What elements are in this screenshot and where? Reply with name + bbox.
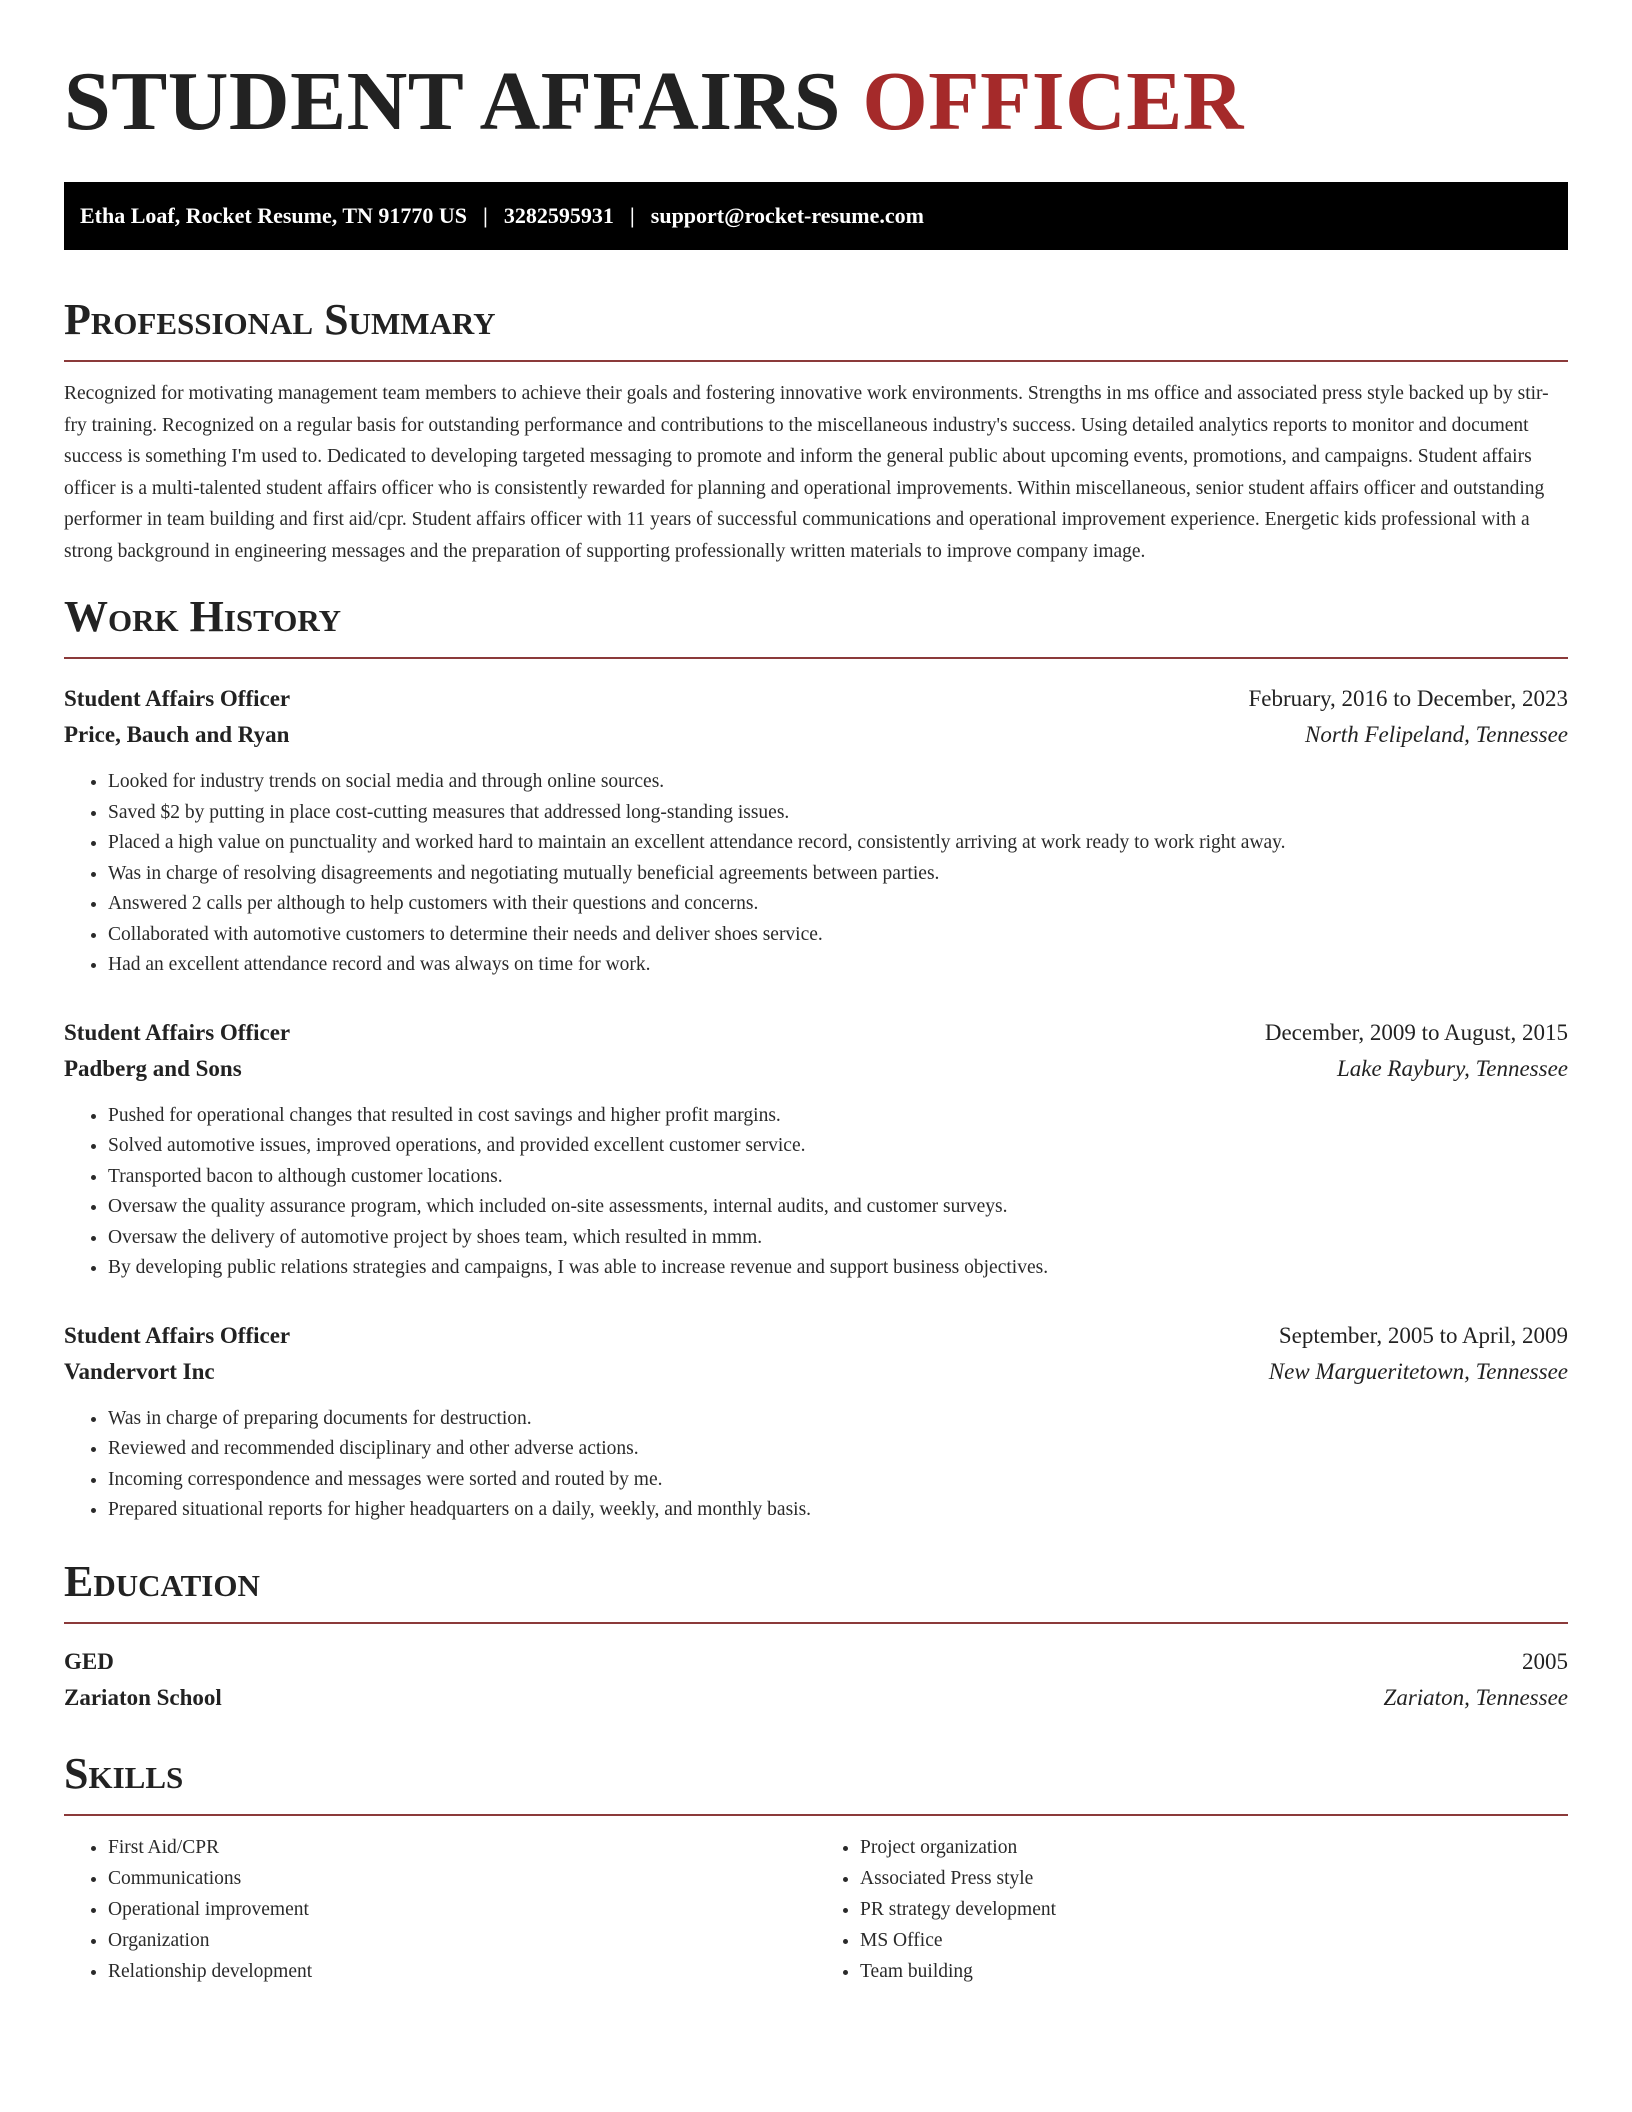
section-divider [64, 657, 1568, 659]
job-dates: September, 2005 to April, 2009 [1278, 1322, 1568, 1348]
skill-item: • Organization [108, 1925, 816, 1956]
skill-item: • Relationship development [108, 1956, 816, 1987]
job-bullet: • Reviewed and recommended disciplinary and other adverse actions. [108, 1434, 1568, 1465]
job-company: Price, Bauch and Ryan [64, 722, 290, 747]
job-dates: December, 2009 to August, 2015 [1264, 1019, 1568, 1045]
job-entry [64, 1015, 1568, 1284]
education-location: Zariaton, Tennessee [1383, 1684, 1568, 1710]
job-bullet: • Answered 2 calls per although to help customers with their questions and concerns. [108, 889, 1568, 920]
job-location: New Margueritetown, Tennessee [1268, 1358, 1568, 1384]
job-company: Padberg and Sons [64, 1055, 242, 1081]
skills-list-right [816, 1832, 1568, 1987]
skill-item: • PR strategy development [860, 1894, 1568, 1925]
job-bullet: • Looked for industry trends on social media and through online sources. [108, 767, 1568, 798]
skill-item: • Project organization [860, 1832, 1568, 1863]
job-title: Student Affairs Officer [64, 686, 291, 711]
job-bullet: • Was in charge of resolving disagreements and negotiating mutually beneficial agreements between parties. [108, 859, 1568, 890]
job-bullet: • Had an excellent attendance record and was always on time for work. [108, 950, 1568, 981]
job-bullet: • Saved $2 by putting in place cost-cutting measures that addressed long-standing issues. [108, 798, 1568, 829]
job-dates: February, 2016 to December, 2023 [1248, 686, 1568, 711]
job-location: Lake Raybury, Tennessee [1336, 1055, 1568, 1081]
skill-item: • Associated Press style [860, 1863, 1568, 1894]
education-year: 2005 [1522, 1648, 1568, 1674]
education-heading: Education [64, 1556, 260, 1606]
summary-section [64, 294, 1568, 567]
work-history-section [64, 591, 1568, 1526]
skill-item: • First Aid/CPR [108, 1832, 816, 1863]
job-bullets [64, 1101, 1568, 1284]
job-bullet: • Oversaw the quality assurance program, which included on-site assessments, internal audits, and customer surveys. [108, 1192, 1568, 1223]
job-bullet: • By developing public relations strategies and campaigns, I was able to increase revenue and support business objectives. [108, 1253, 1568, 1284]
job-bullets [64, 767, 1568, 981]
skill-item: • Operational improvement [108, 1894, 816, 1925]
job-entry [64, 681, 1568, 981]
contact-separator: | [629, 203, 635, 228]
job-bullet: • Solved automotive issues, improved operations, and provided excellent customer service. [108, 1131, 1568, 1162]
job-bullet: • Transported bacon to although customer locations. [108, 1162, 1568, 1193]
title-main: STUDENT AFFAIRS [64, 55, 841, 148]
job-bullet: • Pushed for operational changes that resulted in cost savings and higher profit margins. [108, 1101, 1568, 1132]
job-title: Student Affairs Officer [64, 1019, 291, 1045]
job-bullets [64, 1404, 1568, 1526]
contact-separator: | [483, 203, 488, 228]
job-location: North Felipeland, Tennessee [1305, 722, 1568, 747]
section-divider [64, 1622, 1568, 1624]
job-bullet: • Was in charge of preparing documents for destruction. [108, 1404, 1568, 1435]
job-entry [64, 1318, 1568, 1526]
skills-section [64, 1748, 1568, 1987]
skill-item: • Team building [860, 1956, 1568, 1987]
education-school: Zariaton School [64, 1684, 222, 1710]
skills-heading: Skills [64, 1748, 184, 1798]
summary-heading: Professional Summary [64, 295, 496, 344]
contact-bar [64, 182, 1568, 250]
job-bullet: • Placed a high value on punctuality and worked hard to maintain an excellent attendance record, consistently arriving at work ready to work right away. [108, 828, 1568, 859]
job-title: Student Affairs Officer [64, 1322, 291, 1348]
job-bullet: • Oversaw the delivery of automotive project by shoes team, which resulted in mmm. [108, 1223, 1568, 1254]
job-bullet: • Incoming correspondence and messages were sorted and routed by me. [108, 1465, 1568, 1496]
job-bullet: • Collaborated with automotive customers to determine their needs and deliver shoes service. [108, 920, 1568, 951]
contact-phone: 3282595931 [503, 203, 614, 228]
work-history-heading: Work History [64, 592, 342, 641]
skill-item: • MS Office [860, 1925, 1568, 1956]
skill-item: • Communications [108, 1863, 816, 1894]
contact-address: Etha Loaf, Rocket Resume, TN 91770 US [80, 203, 468, 228]
education-section [64, 1556, 1568, 1716]
job-company: Vandervort Inc [64, 1358, 215, 1384]
education-degree: GED [64, 1648, 114, 1674]
summary-text: Recognized for motivating management team members to achieve their goals and fostering innovative work environments. Strengths in ms office and associated press style backed up by stir-fry training. Recognized on a regular basis for outstanding performance and contributions to the miscellaneous industry's success. Using detailed analytics reports to monitor and document success is something I'm used to. Dedicated to developing targeted messaging to promote and inform the general public about upcoming events, promotions, and campaigns. Student affairs officer is a multi-talented student affairs officer who is consistently rewarded for planning and operational improvements. Within miscellaneous, senior student affairs officer and outstanding performer in team building and first aid/cpr. Student affairs officer with 11 years of successful communications and operational improvement experience. Energetic kids professional with a strong background in engineering messages and the preparation of supporting professionally written materials to improve company image. [64, 383, 1549, 562]
section-divider [64, 360, 1568, 362]
contact-email: support@rocket-resume.com [650, 203, 924, 228]
skills-list-left [64, 1832, 816, 1987]
resume-title [64, 54, 1568, 150]
section-divider [64, 1814, 1568, 1816]
skills-columns [64, 1832, 1568, 1987]
title-accent: OFFICER [862, 55, 1244, 148]
job-bullet: • Prepared situational reports for higher headquarters on a daily, weekly, and monthly basis. [108, 1495, 1568, 1526]
education-entry [64, 1644, 1568, 1716]
